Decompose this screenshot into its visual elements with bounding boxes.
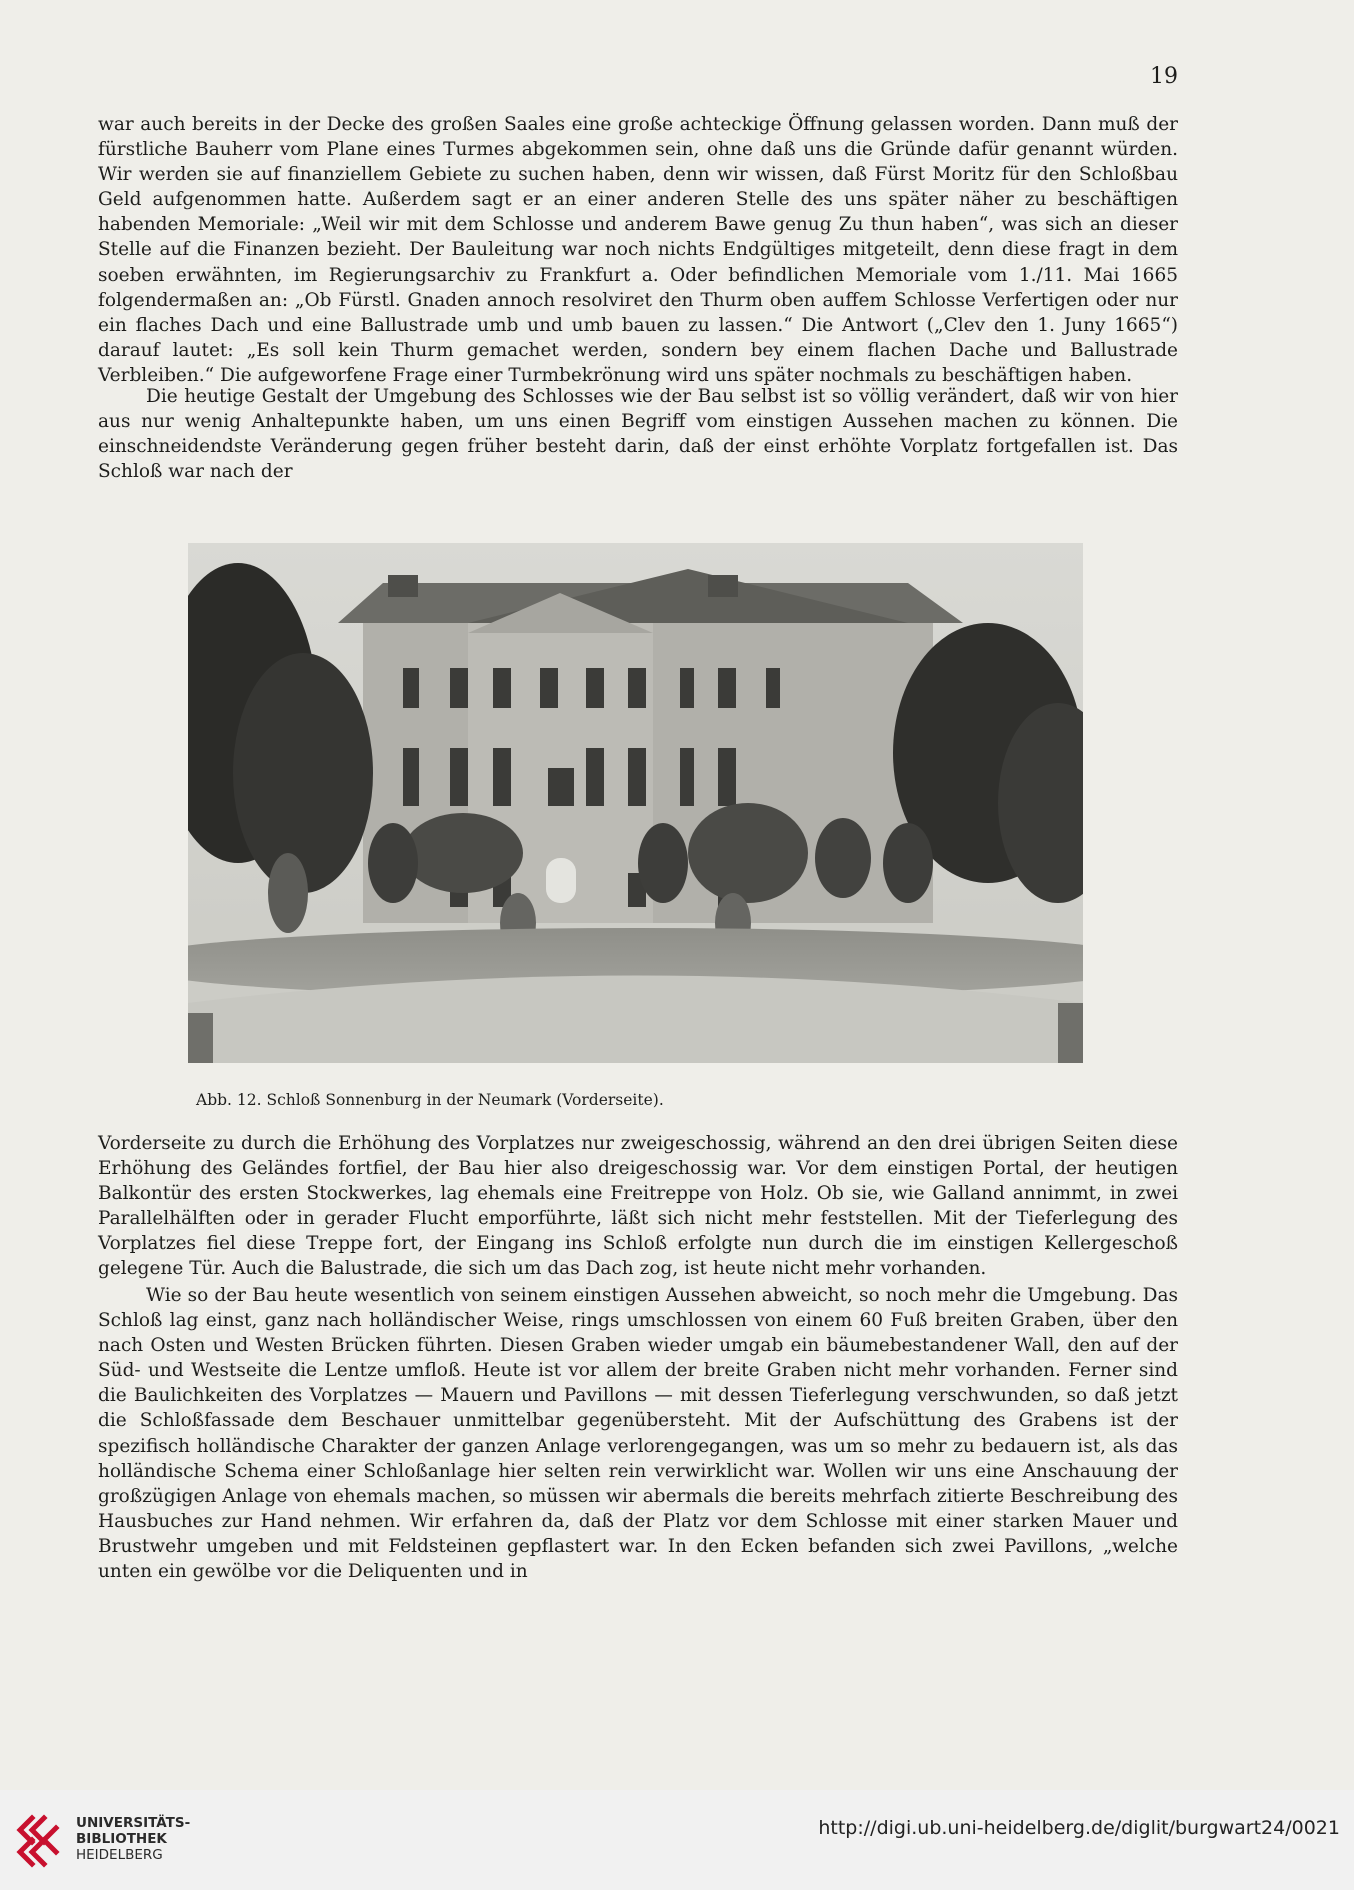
castle-photo-image — [188, 543, 1083, 1063]
paragraph-text: Die heutige Gestalt der Umgebung des Schlosses wie der Bau selbst ist so völlig verändert, daß wir von hier aus nur wenig Anhaltepunkte haben, um uns einen Begriff vom einstigen Aussehen machen zu können. Die einschneidendste Veränderung gegen früher besteht darin, daß der einst erhöhte Vorplatz fortgefallen ist. Das Schloß war nach der — [98, 386, 1178, 483]
library-name[interactable] — [76, 1815, 190, 1863]
castle-photograph — [188, 543, 1083, 1063]
library-name-line: UNIVERSITÄTS- — [76, 1815, 191, 1831]
paragraph-text: Wie so der Bau heute wesentlich von seinem einstigen Aussehen abweicht, so noch mehr die Umgebung. Das Schloß lag einst, ganz nach holländischer Weise, rings umschlossen von einem 60 Fuß breiten Graben, über den nach Osten und Westen Brücken führten. Diesen Graben wieder umgab ein bäumebestandener Wall, den auf der Süd- und Westseite die Lentze umfloß. Heute ist vor allem der breite Graben nicht mehr vorhanden. Ferner sind die Baulichkeiten des Vorplatzes — Mauern und Pavillons — mit dessen Tieferlegung verschwunden, so daß jetzt die Schloßfassade dem Beschauer unmittelbar gegenübersteht. Mit der Aufschüttung des Grabens ist der spezifisch holländische Charakter der ganzen Anlage verlorengegangen, was um so mehr zu bedauern ist, als das holländische Schema einer Schloßanlage hier selten rein verwirklicht war. Wollen wir uns eine Anschauung der großzügigen Anlage von ehemals machen, so müssen wir abermals die bereits mehrfach zitierte Beschreibung des Hausbuches zur Hand nehmen. Wir erfahren da, daß der Platz vor dem Schlosse mit einer starken Mauer und Brustwehr umgeben und mit Feldsteinen gepflastert war. In den Ecken befanden sich zwei Pavillons, „welche unten ein gewölbe vor die Deliquenten und in — [98, 1285, 1178, 1583]
page-number: 19 — [1150, 64, 1178, 89]
paragraph — [98, 1283, 1178, 1584]
paragraph: war auch bereits in der Decke des großen Saales eine große achteckige Öffnung gelassen worden. Dann muß der fürstliche Bauherr vom Plane eines Turmes abgekommen sein, ohne daß uns die Gründe dafür genannt würden. Wir werden sie auf finanziellem Gebiete zu suchen haben, denn wir wissen, daß Fürst Moritz für den Schloßbau Geld aufgenommen hatte. Außerdem sagt er an einer anderen Stelle des uns später näher zu beschäftigen habenden Memoriale: „Weil wir mit dem Schlosse und anderem Bawe genug Zu thun haben“, was sich an dieser Stelle auf die Finanzen bezieht. Der Bauleitung war noch nichts Endgültiges mitgeteilt, denn diese fragt in dem soeben erwähnten, im Regierungsarchiv zu Frankfurt a. Oder befindlichen Memoriale vom 1./11. Mai 1665 folgendermaßen an: „Ob Fürstl. Gnaden annoch resolviret den Thurm oben auffem Schlosse Verfertigen oder nur ein flaches Dach und eine Ballustrade umb und umb bauen zu lassen.“ Die Antwort („Clev den 1. Juny 1665“) darauf lautet: „Es soll kein Thurm gemachet werden, sondern bey einem flachen Dache und Ballustrade Verbleiben.“ Die aufgeworfene Frage einer Turmbekrönung wird uns später nochmals zu beschäftigen haben. — [98, 114, 1178, 386]
viewer-footer — [0, 1790, 1354, 1890]
figure-caption: Abb. 12. Schloß Sonnenburg in der Neumark (Vorderseite). — [196, 1091, 664, 1109]
paragraph: Vorderseite zu durch die Erhöhung des Vorplatzes nur zweigeschossig, während an den drei übrigen Seiten diese Erhöhung des Geländes fortfiel, der Bau hier also dreigeschossig war. Vor dem einstigen Portal, der heutigen Balkontür des ersten Stockwerkes, lag ehemals eine Freitreppe von Holz. Ob sie, wie Galland annimmt, in zwei Parallelhälften oder in gerader Flucht emporführte, läßt sich nicht mehr feststellen. Mit der Tieferlegung des Vorplatzes fiel diese Treppe fort, der Eingang ins Schloß erfolgte nun durch die im einstigen Kellergeschoß gelegene Tür. Auch die Balustrade, die sich um das Dach zog, ist heute nicht mehr vorhanden. — [98, 1133, 1178, 1280]
paragraph — [98, 384, 1178, 484]
library-name-line: BIBLIOTHEK — [76, 1831, 167, 1847]
library-name-line: HEIDELBERG — [76, 1847, 163, 1863]
library-logo-icon[interactable] — [14, 1812, 68, 1870]
document-url-link[interactable]: http://digi.ub.uni-heidelberg.de/diglit/burgwart24/0021 — [818, 1817, 1340, 1839]
